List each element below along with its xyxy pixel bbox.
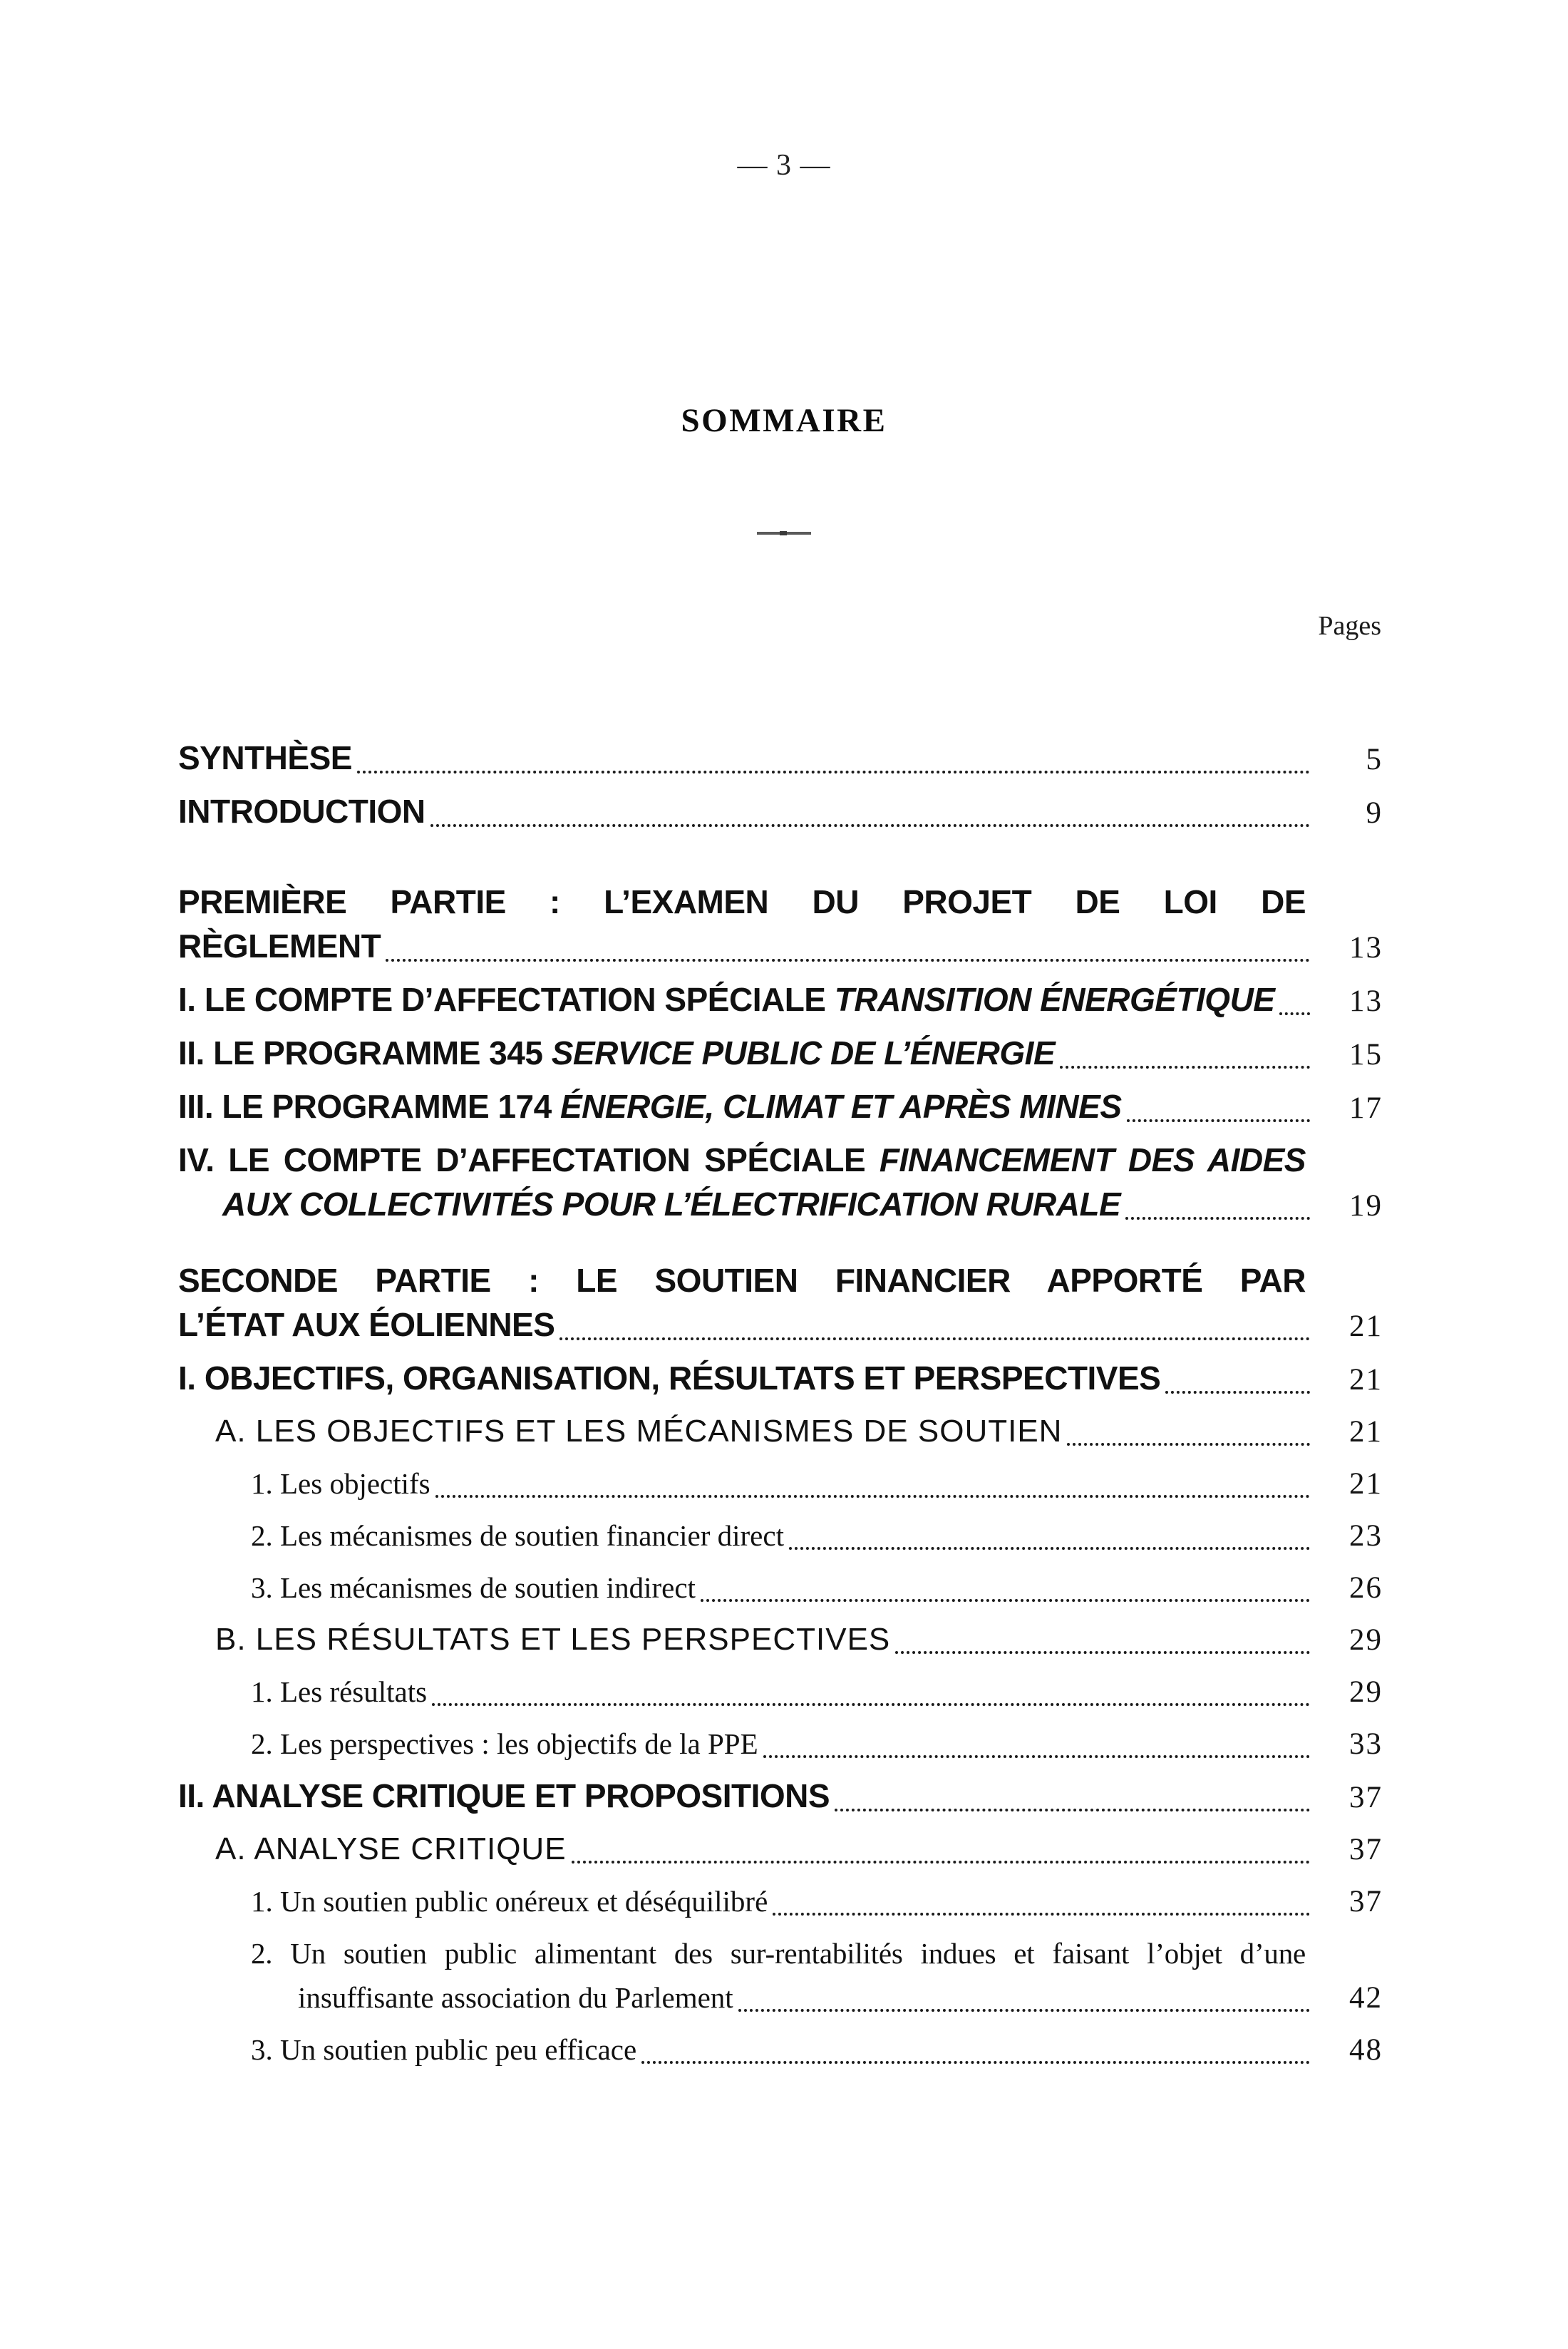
page-title: SOMMAIRE bbox=[681, 402, 887, 439]
toc-page-number: 5 bbox=[1366, 743, 1383, 776]
toc-entry-label bbox=[178, 1302, 555, 1347]
dot-leader bbox=[386, 959, 1310, 962]
toc-entry-label bbox=[215, 1827, 567, 1871]
dot-leader bbox=[430, 824, 1310, 827]
toc-label-segment: 2. Les mécanismes de soutien financier direct bbox=[251, 1519, 784, 1552]
toc-entry bbox=[178, 1774, 1383, 1820]
toc-label-segment: SECONDE PARTIE : LE SOUTIEN FINANCIER APPORTÉ PAR bbox=[178, 1262, 1306, 1299]
dot-leader bbox=[763, 1755, 1310, 1758]
dot-leader bbox=[773, 1913, 1310, 1916]
pages-column-label: Pages bbox=[1318, 611, 1381, 641]
toc-page-number: 13 bbox=[1349, 985, 1383, 1018]
toc-entry bbox=[178, 1670, 1383, 1715]
toc-entry-label bbox=[178, 1356, 1160, 1400]
toc-page-number: 37 bbox=[1349, 1781, 1383, 1814]
toc-line bbox=[251, 1879, 1383, 1924]
toc-line bbox=[215, 1618, 1383, 1662]
toc-label-italic-segment: FINANCEMENT DES AIDES bbox=[879, 1141, 1306, 1178]
toc-page-number: 42 bbox=[1349, 1981, 1383, 2015]
toc-line bbox=[178, 977, 1383, 1024]
toc-entry bbox=[178, 1618, 1383, 1662]
page-number-header: — 3 — bbox=[737, 149, 831, 182]
toc-line bbox=[178, 736, 1383, 782]
toc-line bbox=[215, 1827, 1383, 1872]
toc-label-segment: RÈGLEMENT bbox=[178, 927, 381, 965]
toc-entry-label bbox=[251, 2027, 636, 2072]
toc-entry bbox=[178, 1084, 1383, 1131]
dot-leader bbox=[1279, 1012, 1310, 1015]
toc-label-segment: II. LE PROGRAMME 345 bbox=[178, 1034, 552, 1071]
toc-line bbox=[251, 1566, 1383, 1610]
toc-label-segment: SYNTHÈSE bbox=[178, 739, 352, 776]
toc-line bbox=[251, 1461, 1383, 1506]
dot-leader bbox=[559, 1337, 1310, 1340]
toc-page-number: 21 bbox=[1349, 1310, 1383, 1343]
toc-label-segment: 3. Un soutien public peu efficace bbox=[251, 2033, 637, 2066]
dot-leader bbox=[738, 2009, 1310, 2012]
toc-line bbox=[178, 1031, 1383, 1077]
toc-page-number: 21 bbox=[1349, 1415, 1383, 1449]
toc-entry-label bbox=[178, 736, 352, 780]
toc-label-segment: INTRODUCTION bbox=[178, 793, 425, 830]
toc-label-segment: A. ANALYSE CRITIQUE bbox=[215, 1831, 567, 1866]
toc-page-number: 26 bbox=[1349, 1571, 1383, 1605]
toc-page-number: 37 bbox=[1349, 1833, 1383, 1866]
dot-leader bbox=[435, 1495, 1310, 1498]
dot-leader bbox=[357, 771, 1310, 773]
toc-line bbox=[178, 1138, 1306, 1182]
toc-page-number: 21 bbox=[1349, 1467, 1383, 1501]
toc-page-number: 23 bbox=[1349, 1519, 1383, 1553]
toc-page-number: 37 bbox=[1349, 1885, 1383, 1918]
toc-entry bbox=[178, 2027, 1383, 2072]
toc-line bbox=[178, 1182, 1383, 1228]
dot-leader bbox=[641, 2061, 1310, 2064]
toc-label-segment: B. LES RÉSULTATS ET LES PERSPECTIVES bbox=[215, 1622, 891, 1657]
title-divider bbox=[757, 532, 811, 535]
toc-line bbox=[251, 1722, 1383, 1767]
toc-line bbox=[178, 1084, 1383, 1131]
toc-entry-label bbox=[251, 1879, 768, 1923]
toc-entry-label bbox=[298, 1975, 733, 2020]
toc-page-number: 29 bbox=[1349, 1675, 1383, 1709]
dot-leader bbox=[835, 1809, 1310, 1811]
toc-page-number: 21 bbox=[1349, 1363, 1383, 1397]
toc-label-segment: PREMIÈRE PARTIE : L’EXAMEN DU PROJET DE LOI DE bbox=[178, 883, 1306, 920]
toc-label-segment: A. LES OBJECTIFS ET LES MÉCANISMES DE SOUTIEN bbox=[215, 1414, 1063, 1449]
toc-label-segment: III. LE PROGRAMME 174 bbox=[178, 1088, 560, 1125]
toc-label-segment: 3. Les mécanismes de soutien indirect bbox=[251, 1571, 696, 1604]
toc-page-number: 15 bbox=[1349, 1038, 1383, 1071]
toc-label-segment: II. ANALYSE CRITIQUE ET PROPOSITIONS bbox=[178, 1777, 830, 1814]
toc-entry-label bbox=[251, 1566, 696, 1610]
toc-entry bbox=[178, 1879, 1383, 1924]
toc-entry-label bbox=[178, 977, 1274, 1022]
toc-line bbox=[251, 1931, 1306, 1975]
toc-entry bbox=[178, 977, 1383, 1024]
toc-entry bbox=[178, 1827, 1383, 1872]
toc-entry bbox=[178, 1258, 1383, 1349]
toc bbox=[178, 736, 1383, 2072]
toc-entry bbox=[178, 789, 1383, 836]
toc-page-number: 13 bbox=[1349, 931, 1383, 965]
toc-entry bbox=[178, 1722, 1383, 1767]
toc-entry-label bbox=[215, 1618, 890, 1662]
dot-leader bbox=[1060, 1066, 1310, 1069]
toc-page-number: 33 bbox=[1349, 1727, 1383, 1761]
toc-entry-label bbox=[178, 1031, 1055, 1075]
toc-entry bbox=[178, 1356, 1383, 1402]
toc-line bbox=[178, 789, 1383, 836]
toc-entry bbox=[178, 1461, 1383, 1506]
toc-entry-label bbox=[222, 1182, 1120, 1226]
toc-entry-label bbox=[178, 924, 381, 968]
dot-leader bbox=[572, 1861, 1310, 1864]
toc-line bbox=[251, 2027, 1383, 2072]
toc-line bbox=[251, 1513, 1383, 1558]
toc-entry-label bbox=[251, 1513, 784, 1558]
toc-page-number: 17 bbox=[1349, 1091, 1383, 1125]
toc-entry-label bbox=[215, 1409, 1062, 1454]
toc-label-segment: 1. Les objectifs bbox=[251, 1467, 430, 1500]
dot-leader bbox=[1067, 1443, 1310, 1446]
toc-page-number: 19 bbox=[1349, 1189, 1383, 1223]
toc-label-segment: 2. Un soutien public alimentant des sur-rentabilités indues et faisant l’objet d’une bbox=[251, 1937, 1306, 1970]
toc-line bbox=[251, 1670, 1383, 1715]
dot-leader bbox=[895, 1651, 1310, 1654]
toc-entry-label bbox=[251, 1461, 430, 1506]
toc-label-italic-segment: TRANSITION ÉNERGÉTIQUE bbox=[834, 981, 1275, 1018]
toc-entry bbox=[178, 880, 1383, 970]
toc-label-segment: I. OBJECTIFS, ORGANISATION, RÉSULTATS ET PERSPECTIVES bbox=[178, 1359, 1161, 1397]
toc-entry bbox=[178, 1409, 1383, 1454]
toc-line bbox=[251, 1975, 1383, 2020]
toc-entry-label bbox=[251, 1722, 758, 1766]
toc-page-number: 48 bbox=[1349, 2033, 1383, 2067]
toc-entry bbox=[178, 1931, 1383, 2020]
toc-entry-label bbox=[178, 1084, 1122, 1129]
toc-entry bbox=[178, 1566, 1383, 1610]
toc-entry bbox=[178, 1138, 1383, 1228]
toc-label-segment: I. LE COMPTE D’AFFECTATION SPÉCIALE bbox=[178, 981, 835, 1018]
toc-entry-label bbox=[178, 789, 425, 833]
toc-page-number: 9 bbox=[1366, 796, 1383, 830]
toc-label-italic-segment: ÉNERGIE, CLIMAT ET APRÈS MINES bbox=[560, 1088, 1122, 1125]
toc-line bbox=[178, 1302, 1383, 1349]
toc-line bbox=[178, 880, 1306, 924]
toc-line bbox=[178, 1774, 1383, 1820]
toc-label-segment: insuffisante association du Parlement bbox=[298, 1981, 733, 2014]
dot-leader bbox=[789, 1547, 1310, 1550]
toc-entry-label bbox=[251, 1670, 427, 1714]
toc-label-segment: 1. Les résultats bbox=[251, 1675, 428, 1708]
toc-entry-label bbox=[178, 1774, 830, 1818]
toc-page-number: 29 bbox=[1349, 1623, 1383, 1657]
dot-leader bbox=[1165, 1391, 1310, 1394]
toc-line bbox=[178, 924, 1383, 970]
toc-label-italic-segment: SERVICE PUBLIC DE L’ÉNERGIE bbox=[551, 1034, 1056, 1071]
dot-leader bbox=[1125, 1217, 1310, 1220]
dot-leader bbox=[701, 1599, 1310, 1602]
toc-label-segment: IV. LE COMPTE D’AFFECTATION SPÉCIALE bbox=[178, 1141, 880, 1178]
toc-label-italic-segment: AUX COLLECTIVITÉS POUR L’ÉLECTRIFICATION RURALE bbox=[222, 1186, 1121, 1223]
dot-leader bbox=[1127, 1119, 1310, 1122]
dot-leader bbox=[432, 1703, 1310, 1706]
toc-label-segment: 2. Les perspectives : les objectifs de la PPE bbox=[251, 1727, 758, 1760]
toc-entry bbox=[178, 736, 1383, 782]
toc-entry bbox=[178, 1513, 1383, 1558]
toc-label-segment: 1. Un soutien public onéreux et déséquilibré bbox=[251, 1885, 768, 1918]
toc-line bbox=[178, 1258, 1306, 1302]
toc-label-segment: L’ÉTAT AUX ÉOLIENNES bbox=[178, 1306, 555, 1343]
toc-line bbox=[215, 1409, 1383, 1454]
toc-line bbox=[178, 1356, 1383, 1402]
toc-entry bbox=[178, 1031, 1383, 1077]
